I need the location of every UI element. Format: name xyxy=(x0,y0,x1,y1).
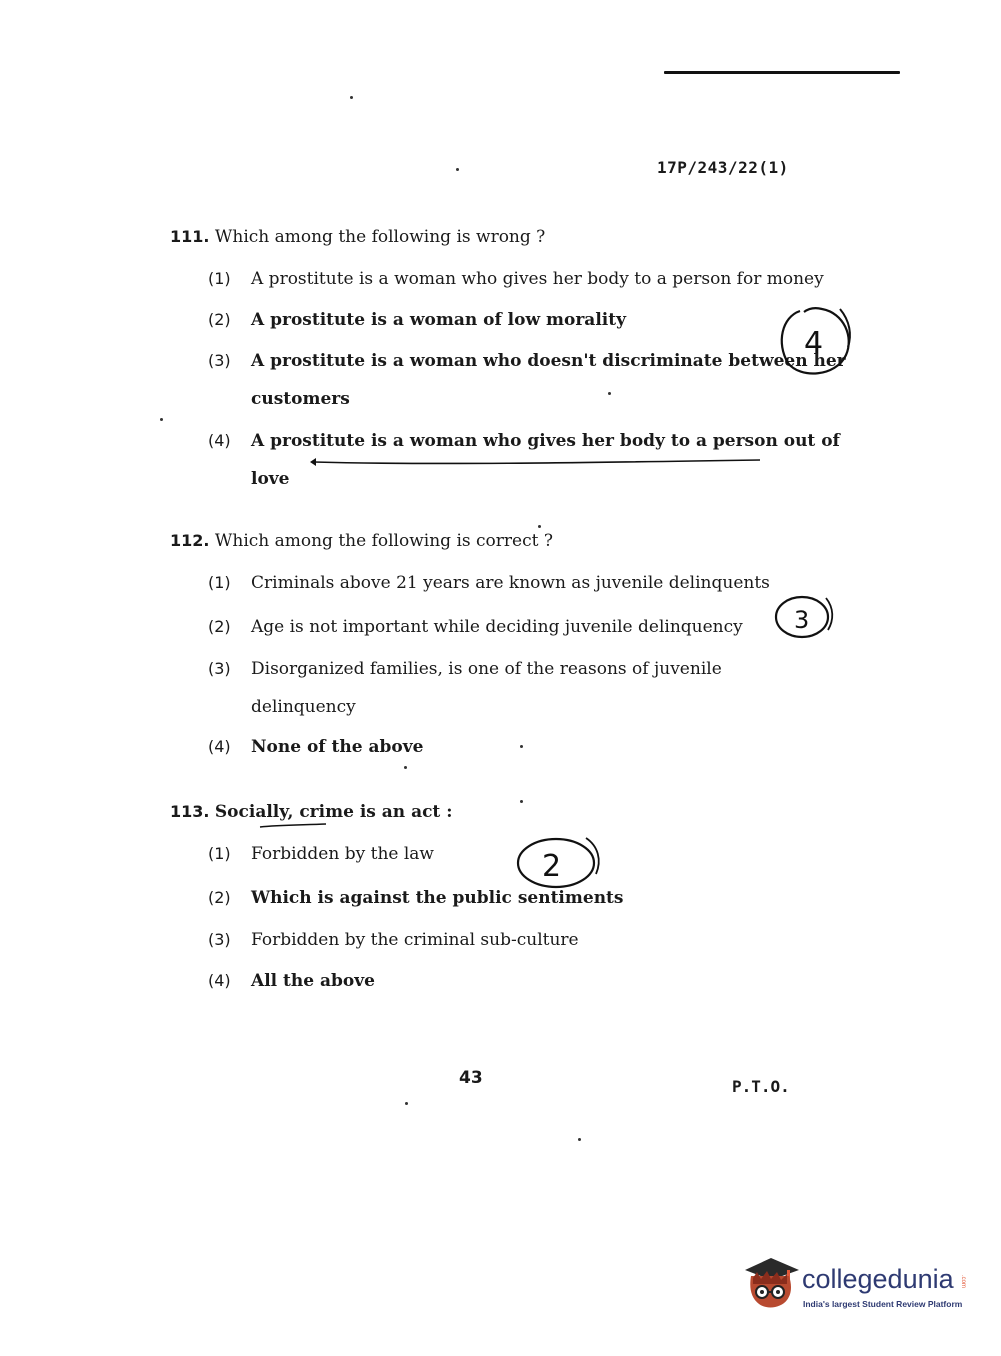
brand-suffix: .com xyxy=(960,1275,966,1289)
scan-speck xyxy=(405,1102,408,1105)
svg-text:2: 2 xyxy=(542,849,562,884)
option-line: None of the above xyxy=(251,737,424,757)
option-line: A prostitute is a woman who doesn't discriminate between her xyxy=(251,351,846,371)
option-text xyxy=(251,970,796,992)
question-text: Which among the following is wrong ? xyxy=(214,227,546,247)
option-line-continued: love xyxy=(251,469,290,489)
option-text xyxy=(251,309,796,331)
svg-text:3: 3 xyxy=(794,606,810,634)
option-line-continued: customers xyxy=(251,389,350,409)
option-number: (1) xyxy=(208,269,231,288)
option-text xyxy=(251,350,846,410)
option-text xyxy=(251,929,796,951)
option-line: Age is not important while deciding juvenile delinquency xyxy=(251,617,743,637)
option-line: Forbidden by the criminal sub-culture xyxy=(251,930,579,950)
question-stem xyxy=(170,530,820,552)
scan-speck xyxy=(350,96,353,99)
question-stem xyxy=(170,226,820,248)
scan-speck xyxy=(608,392,611,395)
option-line-continued: delinquency xyxy=(251,697,356,717)
option-number: (3) xyxy=(208,351,231,370)
question-113 xyxy=(170,801,820,991)
handwritten-answer-112 xyxy=(770,590,840,649)
option-text xyxy=(251,658,796,718)
scan-speck xyxy=(578,1138,581,1141)
option-number: (4) xyxy=(208,971,231,990)
option-line: Disorganized families, is one of the reasons of juvenile xyxy=(251,659,722,679)
mascot-icon xyxy=(741,1252,801,1314)
top-rule xyxy=(664,71,900,74)
option-number: (2) xyxy=(208,617,231,636)
question-text: Which among the following is correct ? xyxy=(214,531,553,551)
handwritten-underline xyxy=(258,821,328,831)
option-text xyxy=(251,572,796,594)
scan-speck xyxy=(520,800,523,803)
option-line: A prostitute is a woman who gives her body to a person out of xyxy=(251,431,840,451)
pto-label: P.T.O. xyxy=(732,1077,790,1096)
question-stem xyxy=(170,801,820,823)
handwritten-answer-113 xyxy=(512,832,607,896)
answer-circle-icon xyxy=(770,590,840,645)
option-number: (4) xyxy=(208,737,231,756)
answer-circle-icon xyxy=(512,832,607,892)
option-text xyxy=(251,736,796,758)
option-line: A prostitute is a woman of low morality xyxy=(251,310,626,330)
question-112 xyxy=(170,530,820,757)
answer-circle-icon xyxy=(770,303,860,383)
scan-speck xyxy=(456,168,459,171)
option-number: (1) xyxy=(208,844,231,863)
option-number: (2) xyxy=(208,310,231,329)
option-number: (1) xyxy=(208,573,231,592)
scan-speck xyxy=(538,525,541,528)
scan-speck xyxy=(520,745,523,748)
option-text xyxy=(251,616,796,638)
option-line: Which is against the public sentiments xyxy=(251,888,624,908)
option-text xyxy=(251,268,824,290)
handwritten-answer-111 xyxy=(770,303,860,387)
handwritten-underline xyxy=(308,452,768,472)
question-number: 111. xyxy=(170,227,210,246)
option-number: (4) xyxy=(208,431,231,450)
scan-speck xyxy=(160,418,163,421)
paper-code: 17P/243/22(1) xyxy=(657,158,789,177)
option-line: Criminals above 21 years are known as juvenile delinquents xyxy=(251,573,770,593)
brand-tagline: India's largest Student Review Platform xyxy=(803,1299,963,1309)
question-number: 113. xyxy=(170,802,210,821)
svg-text:4: 4 xyxy=(804,326,824,361)
collegedunia-logo xyxy=(741,1252,971,1314)
page-number: 43 xyxy=(459,1068,483,1088)
question-111 xyxy=(170,226,846,489)
option-line: All the above xyxy=(251,971,375,991)
option-number: (2) xyxy=(208,888,231,907)
brand-name: collegedunia xyxy=(802,1264,954,1294)
scan-speck xyxy=(404,766,407,769)
option-line: A prostitute is a woman who gives her body to a person for money xyxy=(251,269,824,289)
option-number: (3) xyxy=(208,659,231,678)
question-number: 112. xyxy=(170,531,210,550)
question-text: Socially, crime is an act : xyxy=(214,802,453,822)
option-line: Forbidden by the law xyxy=(251,844,434,864)
option-number: (3) xyxy=(208,930,231,949)
